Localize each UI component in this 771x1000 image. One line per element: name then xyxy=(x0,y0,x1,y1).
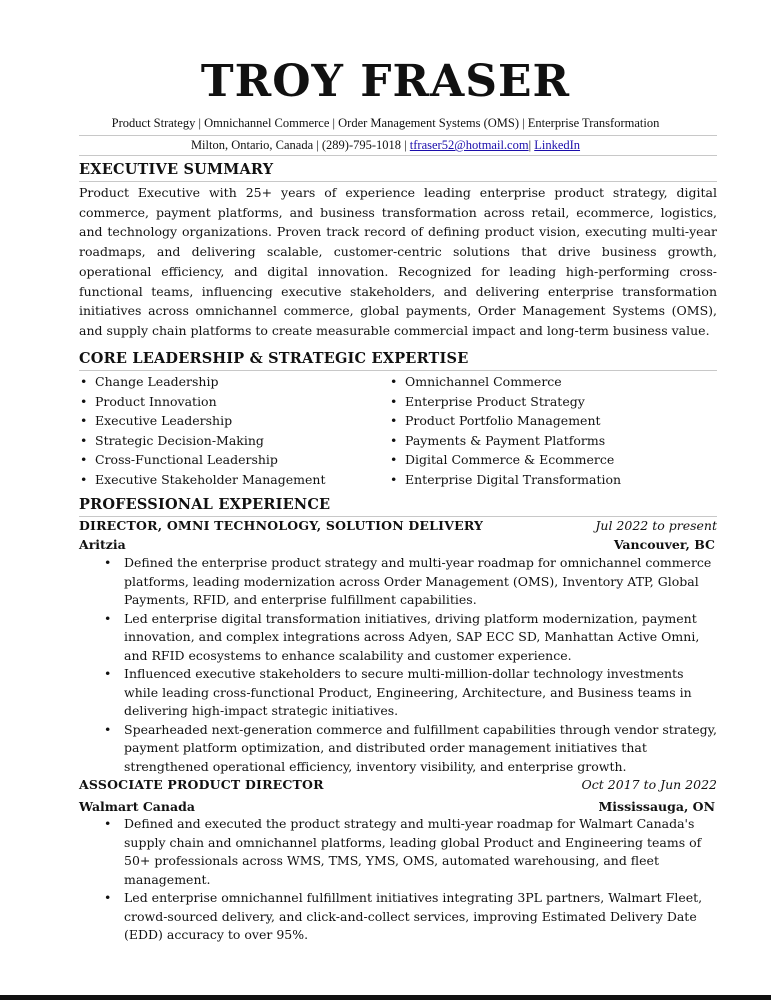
list-item: • Product Portfolio Management xyxy=(390,411,621,431)
separator: | xyxy=(528,138,535,152)
company-row xyxy=(79,537,717,552)
job-bullets xyxy=(104,554,718,776)
expertise-list-right xyxy=(390,372,621,489)
list-item: • Defined and executed the product strategy and multi-year roadmap for Walmart Canada's supply chain and omnichannel platforms, leading global Product and Engineering teams of 50+ professionals across WMS, TMS, YMS, OMS, automated warehousing, and fleet management. xyxy=(104,815,718,889)
company-name: Aritzia xyxy=(79,537,126,552)
job-title: ASSOCIATE PRODUCT DIRECTOR xyxy=(79,777,324,792)
page-bottom-edge xyxy=(0,995,771,1000)
divider xyxy=(79,181,717,182)
job-dates: Jul 2022 to present xyxy=(595,518,717,533)
linkedin-link[interactable]: LinkedIn xyxy=(534,138,581,152)
list-item: • Strategic Decision-Making xyxy=(80,431,326,451)
location-phone: Milton, Ontario, Canada | (289)-795-1018 | xyxy=(190,138,410,152)
job-title: DIRECTOR, OMNI TECHNOLOGY, SOLUTION DELIVERY xyxy=(79,518,484,533)
email-link[interactable]: tfraser52@hotmail.com xyxy=(409,138,529,152)
contact-line xyxy=(0,138,771,153)
list-item: • Cross-Functional Leadership xyxy=(80,450,326,470)
list-item: • Omnichannel Commerce xyxy=(390,372,621,392)
list-item: • Executive Leadership xyxy=(80,411,326,431)
list-item: • Influenced executive stakeholders to secure multi-million-dollar technology investments while leading cross-functional Product, Engineering, Architecture, and Business teams in delivering high-impact strategic initiatives. xyxy=(104,665,718,721)
job-header xyxy=(79,518,717,533)
list-item: • Change Leadership xyxy=(80,372,326,392)
list-item: • Executive Stakeholder Management xyxy=(80,470,326,490)
job-bullets xyxy=(104,815,718,945)
section-title-summary: EXECUTIVE SUMMARY xyxy=(79,161,274,178)
section-title-experience: PROFESSIONAL EXPERIENCE xyxy=(79,496,331,513)
list-item: • Product Innovation xyxy=(80,392,326,412)
divider xyxy=(79,516,717,517)
list-item: • Digital Commerce & Ecommerce xyxy=(390,450,621,470)
company-name: Walmart Canada xyxy=(79,799,195,814)
job-location: Mississauga, ON xyxy=(598,799,715,814)
list-item: • Led enterprise digital transformation initiatives, driving platform modernization, payment innovation, and complex integrations across Adyen, SAP ECC SD, Manhattan Active Omni, and RFID ecosystems to enhance scalability and customer experience. xyxy=(104,610,718,666)
list-item: • Spearheaded next-generation commerce and fulfillment capabilities through vendor strategy, payment platform optimization, and distributed order management initiatives that strengthened operational efficiency, inventory visibility, and enterprise growth. xyxy=(104,721,718,777)
job-location: Vancouver, BC xyxy=(613,537,715,552)
list-item: • Enterprise Digital Transformation xyxy=(390,470,621,490)
list-item: • Enterprise Product Strategy xyxy=(390,392,621,412)
job-header xyxy=(79,777,717,792)
tagline: Product Strategy | Omnichannel Commerce | Order Management Systems (OMS) | Enterprise Transformation xyxy=(111,116,660,130)
job-dates: Oct 2017 to Jun 2022 xyxy=(581,777,717,792)
candidate-name: TROY FRASER xyxy=(200,56,571,107)
summary-text: Product Executive with 25+ years of experience leading enterprise product strategy, digital commerce, payment platforms, and business transformation across retail, ecommerce, logistics, and technology organizations. Proven track record of defining product vision, executing multi-year roadmaps, and delivering scalable, customer-centric solutions that drive business growth, operational efficiency, and digital innovation. Recognized for leading high-performing cross-functional teams, influencing executive stakeholders, and delivering enterprise transformation initiatives across omnichannel commerce, global payments, Order Management Systems (OMS), and supply chain platforms to create measurable commercial impact and long-term business value. xyxy=(79,185,717,338)
section-title-expertise: CORE LEADERSHIP & STRATEGIC EXPERTISE xyxy=(79,350,469,367)
divider xyxy=(79,135,717,136)
divider xyxy=(79,370,717,371)
divider xyxy=(79,155,717,156)
list-item: • Payments & Payment Platforms xyxy=(390,431,621,451)
expertise-list-left xyxy=(80,372,326,489)
list-item: • Defined the enterprise product strategy and multi-year roadmap for omnichannel commerce platforms, leading modernization across Order Management (OMS), Inventory ATP, Global Payments, RFID, and enterprise fulfillment capabilities. xyxy=(104,554,718,610)
list-item: • Led enterprise omnichannel fulfillment initiatives integrating 3PL partners, Walmart Fleet, crowd-sourced delivery, and click-and-collect services, improving Estimated Delivery Date (EDD) accuracy to over 95%. xyxy=(104,889,718,945)
company-row xyxy=(79,799,717,814)
